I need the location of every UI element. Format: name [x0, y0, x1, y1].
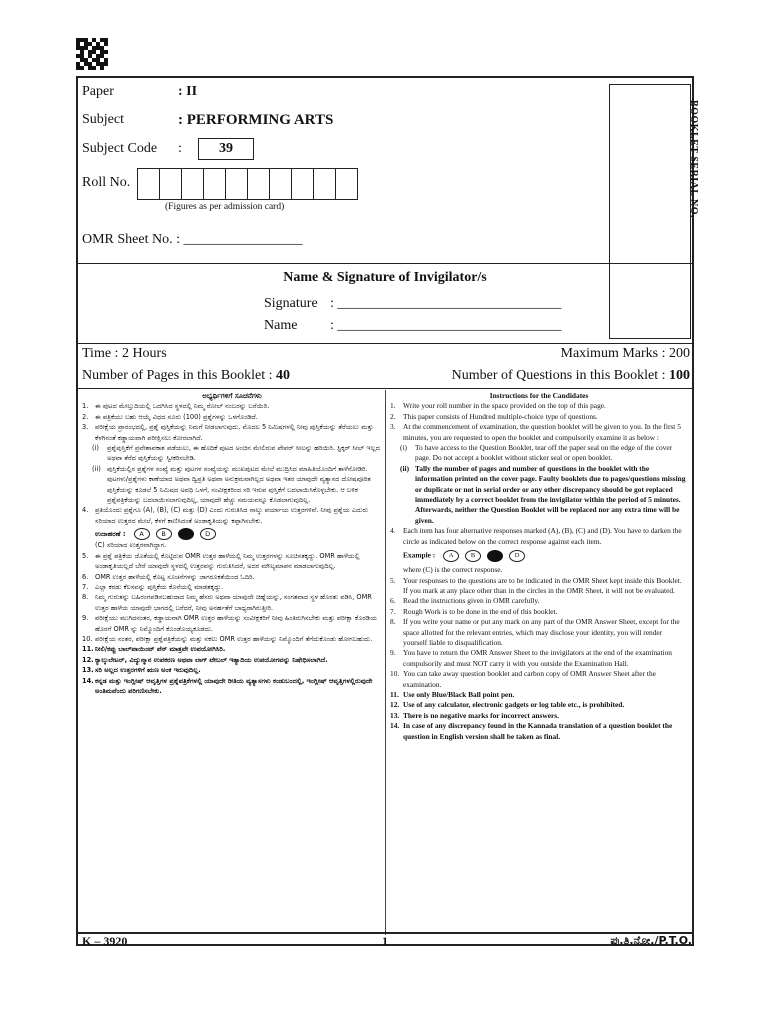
omr-sheet-number[interactable]: OMR Sheet No. : _________________ [82, 232, 303, 247]
instruction-text: OMR ಉತ್ತರ ಹಾಳೆಯಲ್ಲಿ ಕೊಟ್ಟ ಸೂಚನೆಗಳನ್ನು ಜಾಗರೂಕತೆಯಿಂದ ಓದಿರಿ. [95, 572, 255, 581]
instruction-item [82, 551, 382, 572]
subject-code-box: 39 [198, 138, 254, 160]
instruction-text: ಈ ಪ್ರಶ್ನೆ ಪತ್ರಿಕೆಯ ಜೊತೆಯಲ್ಲಿ ಕೊಟ್ಟಿರುವ OMR ಉತ್ತರ ಹಾಳೆಯಲ್ಲಿ ನಿಮ್ಮ ಉತ್ತರಗಳನ್ನು ಸೂಚಿಸತಕ್ಕದ್ದು. OMR ಹಾಳೆಯಲ್ಲಿ ಅಂಡಾಕೃತಿಯಲ್ಲದೆ ಬೇರೆ ಯಾವುದೇ ಸ್ಥಳದಲ್ಲಿ ಉತ್ತರವನ್ನು ಗುರುತಿಸಿದರೆ, ಅದರ ಮೌಲ್ಯಮಾಪನ ಮಾಡಲಾಗುವುದಿಲ್ಲ. [95, 551, 360, 571]
signature-label: Signature [264, 296, 318, 311]
roll-digit-box[interactable] [335, 168, 358, 200]
instruction-text: This paper consists of Hundred multiple-choice type of questions. [403, 411, 598, 421]
invigilator-title: Name & Signature of Invigilator/s [283, 270, 487, 285]
instruction-item [390, 617, 688, 648]
instruction-text: To have access to the Question Booklet, tear off the paper seal on the edge of the cover page. Do not accept a booklet without sticker seal or open booklet. [415, 443, 673, 463]
roll-digit-box[interactable] [159, 168, 182, 200]
instruction-text: At the commencement of examination, the question booklet will be given to you. In the first 5 minutes, you are requested to open the booklet and compulsorily examine it as below : [403, 422, 681, 442]
english-list [390, 401, 688, 547]
instruction-item [82, 464, 382, 506]
instruction-item [82, 592, 382, 613]
booklet-serial-box [609, 84, 691, 339]
english-example-label: Example : [403, 550, 436, 560]
instruction-text: If you write your name or put any mark on any part of the OMR Answer Sheet, except for the space allotted for the relevant entries, which may disclose your identity, you will render yourself liable to disqualification. [403, 617, 680, 647]
roll-no-note: (Figures as per admission card) [165, 202, 285, 212]
instruction-item [82, 644, 382, 654]
bubble-b: B [156, 528, 172, 540]
instruction-number: 3. [390, 422, 396, 432]
instruction-text: Use only Blue/Black Ball point pen. [403, 689, 515, 699]
instruction-number: 10. [390, 669, 400, 679]
instruction-item [390, 576, 688, 597]
instruction-number: 12. [390, 700, 400, 710]
instruction-item [390, 711, 688, 721]
instruction-item [390, 464, 688, 526]
qr-code [76, 38, 108, 70]
instruction-item [82, 665, 382, 675]
instruction-number: (ii) [400, 463, 410, 473]
bubble-b: B [465, 550, 481, 562]
instruction-number: 6. [390, 596, 396, 606]
subject-code-row [82, 141, 182, 157]
instruction-text: ಈ ಪತ್ರಿಕೆಯು ಬಹು ಆಯ್ಕೆ ವಿಧದ ನೂರು (100) ಪ್ರಶ್ನೆಗಳನ್ನು ಒಳಗೊಂಡಿದೆ. [95, 412, 258, 421]
roll-digit-box[interactable] [181, 168, 204, 200]
instruction-item [82, 401, 382, 411]
instruction-text: Each item has four alternative responses marked (A), (B), (C) and (D). You have to darken the circle as indicated below on the correct response against each item. [403, 526, 682, 546]
questions-value: 100 [669, 368, 690, 383]
name-label: Name [264, 318, 298, 333]
instruction-number: 1. [390, 401, 396, 411]
bubble-d: D [509, 550, 525, 562]
divider [78, 263, 692, 264]
english-example-note: where (C) is the correct response. [403, 565, 503, 575]
instruction-item [82, 443, 382, 464]
pages-count [82, 368, 290, 384]
instruction-text: ನೀಲಿ/ಕಪ್ಪು ಬಾಲ್‌ಪಾಯಿಂಟ್ ಪೆನ್ ಮಾತ್ರವೇ ಉಪಯೋಗಿಸಿರಿ. [95, 645, 226, 654]
instruction-text: Read the instructions given in OMR carefully. [403, 596, 540, 606]
instruction-number: 8. [82, 593, 89, 602]
instruction-text: Your responses to the questions are to be indicated in the OMR Sheet kept inside this Booklet. If you mark at any place other than in the circles in the OMR Sheet, it will not be evaluated. [403, 575, 682, 595]
kannada-list [82, 401, 382, 526]
kannada-instructions-title: ಅಭ್ಯರ್ಥಿಗಳಿಗೆ ಸೂಚನೆಗಳು [202, 392, 262, 400]
kannada-answer-bubbles [134, 528, 216, 540]
booklet-serial-label: BOOKLET SERIAL NO. [688, 100, 699, 219]
instruction-text: ಎಲ್ಲಾ ಕರಡು ಕೆಲಸವನ್ನು ಪುಸ್ತಿಕೆಯ ಕೊನೆಯಲ್ಲಿ ಮಾಡತಕ್ಕದ್ದು. [95, 582, 224, 591]
column-divider [385, 390, 386, 935]
english-instructions [390, 391, 688, 742]
roll-no-boxes[interactable] [138, 168, 358, 200]
kannada-instructions [82, 391, 382, 696]
instruction-number: 8. [390, 617, 396, 627]
instruction-number: 9. [390, 648, 396, 658]
instruction-text: In case of any discrepancy found in the Kannada translation of a question booklet the question in English version shall be taken as final. [403, 721, 673, 741]
instruction-text: You have to return the OMR Answer Sheet to the invigilators at the end of the examination compulsorily and must NOT carry it with you outside the Examination Hall. [403, 648, 672, 668]
roll-no-label: Roll No. [82, 175, 131, 190]
instruction-text: ಸರಿ ಅಲ್ಲದ ಉತ್ತರಗಳಿಗೆ ಋಣ ಅಂಕ ಇರುವುದಿಲ್ಲ. [95, 666, 201, 675]
maximum-marks: Maximum Marks : 200 [560, 346, 690, 361]
subject-value: : PERFORMING ARTS [178, 112, 334, 128]
bubble-a: A [134, 528, 150, 540]
kannada-example-label: ಉದಾಹರಣೆ : [95, 530, 126, 539]
instruction-text: ಕನ್ನಡ ಮತ್ತು ಇಂಗ್ಲೀಷ್ ಆವೃತ್ತಿಗಳ ಪ್ರಶ್ನೆಪತ್ರಿಕೆಗಳಲ್ಲಿ ಯಾವುದೇ ರೀತಿಯ ವ್ಯತ್ಯಾಸಗಳು ಕಂಡುಬಂದಲ್ಲಿ, ಇಂಗ್ಲೀಷ್ ಆವೃತ್ತಿಗಳಲ್ಲಿರುವುದೇ ಅಂತಿಮವೆಂದು ಪರಿಗಣಿಸಬೇಕು. [95, 676, 373, 695]
divider [78, 343, 692, 344]
instruction-item [390, 721, 688, 742]
instruction-text: Tally the number of pages and number of questions in the booklet with the information printed on the cover page. Faulty booklets due to pages/questions missing or duplicate or not in serial order or any other discrepancy should be got replaced immediately by a correct booklet from the invigilator within the period of 5 minutes. Afterwards, neither the Question Booklet will be replaced nor any extra time will be given. [415, 463, 686, 525]
pages-label: Number of Pages in this Booklet : [82, 368, 277, 383]
instruction-item [82, 613, 382, 634]
divider [78, 388, 692, 389]
english-instructions-title: Instructions for the Candidates [489, 391, 589, 400]
subject-row [82, 112, 334, 128]
please-turn-over: ಪು.ತಿ.ನೋ./P.T.O. [610, 934, 692, 947]
instruction-number: 6. [82, 572, 89, 581]
instruction-item [82, 634, 382, 644]
subject-code-colon: : [178, 141, 182, 156]
instruction-number: 4. [82, 506, 89, 515]
instruction-number: 9. [82, 614, 89, 623]
subject-label: Subject [82, 112, 124, 127]
roll-digit-box[interactable] [203, 168, 226, 200]
instruction-item [82, 655, 382, 665]
questions-count [452, 368, 690, 384]
instruction-number: 12. [82, 655, 94, 664]
kannada-example-note: (C) ಸರಿಯಾದ ಉತ್ತರವಾಗಿದ್ದಾಗ. [95, 541, 167, 550]
questions-label: Number of Questions in this Booklet : [451, 368, 669, 383]
instruction-item [390, 401, 688, 411]
subject-code-label: Subject Code [82, 141, 158, 156]
roll-digit-box[interactable] [313, 168, 336, 200]
instruction-text: ಪ್ರಶ್ನೆಪುಸ್ತಿಕೆಗೆ ಪ್ರವೇಶಾವಕಾಶ ಪಡೆಯಲು, ಈ ಹೊದಿಕೆ ಪುಟದ ಅಂಚಿನ ಮೇಲಿರುವ ಪೇಪರ್ ಸೀಲನ್ನು ಹರಿಯಿರಿ. ಸ್ಟಿಕ್ಕರ್ ಸೀಲ್ ಇಲ್ಲದ ಅಥವಾ ತೆರೆದ ಪುಸ್ತಿಕೆಯನ್ನು ಸ್ವೀಕರಿಸಬೇಡಿ. [107, 444, 380, 463]
instruction-item [82, 572, 382, 582]
instruction-number: 13. [82, 666, 94, 675]
instruction-number: 11. [390, 689, 399, 699]
roll-digit-box[interactable] [269, 168, 292, 200]
instruction-text: ನಿಮ್ಮ ಗುರುತನ್ನು ಬಹಿರಂಗಪಡಿಸಬಹುದಾದ ನಿಮ್ಮ ಹೆಸರು ಅಥವಾ ಯಾವುದೇ ಚಿಹ್ನೆಯನ್ನು, ಸಂಗತವಾದ ಸ್ಥಳ ಹೊರತು ಪಡಿಸಿ, OMR ಉತ್ತರ ಹಾಳೆಯ ಯಾವುದೇ ಭಾಗದಲ್ಲಿ ಬರೆದರೆ, ನೀವು ಅನರ್ಹತೆಗೆ ಬಾಧ್ಯರಾಗಿರುತ್ತೀರಿ. [95, 593, 372, 612]
instruction-item [390, 669, 688, 690]
bubble-c-filled [487, 550, 503, 562]
instruction-text: There is no negative marks for incorrect answers. [403, 710, 560, 720]
instruction-text: ಪುಸ್ತಿಕೆಯಲ್ಲಿನ ಪ್ರಶ್ನೆಗಳ ಸಂಖ್ಯೆ ಮತ್ತು ಪುಟಗಳ ಸಂಖ್ಯೆಯನ್ನು ಮುಖಪುಟದ ಮೇಲೆ ಮುದ್ರಿಸಿದ ಮಾಹಿತಿಯೊಂದಿಗೆ ತಾಳೆನೋಡಿರಿ. ಪುಟಗಳು/ಪ್ರಶ್ನೆಗಳು ಕಾಣೆಯಾದ ಅಥವಾ ದ್ವಿಪ್ರತಿ ಅಥವಾ ಅನುಕ್ರಮವಾಗಿಲ್ಲದ ಅಥವಾ ಇತರ ಯಾವುದೇ ವ್ಯತ್ಯಾಸದ ದೋಷಪೂರಿತ ಪುಸ್ತಿಕೆಯನ್ನು ಕೂಡಲೆ 5 ನಿಮಿಷದ ಅವಧಿ ಒಳಗೆ, ಸಂವೀಕ್ಷಕರಿಂದ ಸರಿ ಇರುವ ಪುಸ್ತಿಕೆಗೆ ಬದಲಾಯಿಸಿಕೊಳ್ಳಬೇಕು. ಆ ಬಳಿಕ ಪ್ರಶ್ನೆಪತ್ರಿಕೆಯನ್ನು ಬದಲಾಯಿಸಲಾಗುವುದಿಲ್ಲ, ಯಾವುದೇ ಹೆಚ್ಚು ಸಮಯವನ್ನೂ ಕೊಡಲಾಗುವುದಿಲ್ಲ. [107, 464, 371, 505]
instruction-text: ಪ್ರತಿಯೊಂದು ಪ್ರಶ್ನೆಗೂ (A), (B), (C) ಮತ್ತು (D) ಎಂದು ಗುರುತಿಸಿದ ನಾಲ್ಕು ಪರ್ಯಾಯ ಉತ್ತರಗಳಿವೆ. ನೀವು ಪ್ರಶ್ನೆಯ ಎದುರು ಸರಿಯಾದ ಉತ್ತರದ ಮೇಲೆ, ಕೆಳಗೆ ಕಾಣಿಸಿದಂತೆ ಅಂಡಾಕೃತಿಯನ್ನು ಕಪ್ಪಾಗಿಸಬೇಕು. [95, 506, 369, 525]
booklet-code: K – 3920 [82, 934, 128, 948]
instruction-text: ಪರೀಕ್ಷೆಯ ಪ್ರಾರಂಭದಲ್ಲಿ, ಪ್ರಶ್ನೆ ಪುಸ್ತಿಕೆಯನ್ನು ನಿಮಗೆ ನೀಡಲಾಗುವುದು. ಮೊದಲ 5 ನಿಮಿಷಗಳಲ್ಲಿ ನೀವು ಪುಸ್ತಿಕೆಯನ್ನು ತೆರೆಯಲು ಮತ್ತು ಕೆಳಗಿನಂತೆ ಕಡ್ಡಾಯವಾಗಿ ಪರೀಕ್ಷಿಸಲು ಕೋರಲಾಗಿದೆ. [95, 423, 374, 442]
name-line[interactable]: : ________________________________ [330, 318, 562, 333]
instruction-text: Rough Work is to be done in the end of this booklet. [403, 606, 558, 616]
instruction-item [390, 607, 688, 617]
page-number: 1 [382, 934, 388, 948]
instruction-item [390, 526, 688, 547]
signature-line[interactable]: : ________________________________ [330, 296, 562, 311]
paper-label: Paper [82, 84, 114, 99]
instruction-item [390, 412, 688, 422]
instruction-number: 2. [82, 412, 89, 421]
instruction-number: (ii) [92, 464, 101, 473]
instruction-number: 5. [390, 575, 396, 585]
paper-row [82, 84, 198, 100]
instruction-text: Use of any calculator, electronic gadgets or log table etc., is prohibited. [403, 700, 625, 710]
instruction-text: You can take away question booklet and carbon copy of OMR Answer Sheet after the examination. [403, 669, 656, 689]
instruction-item [390, 422, 688, 443]
instruction-number: (i) [400, 443, 407, 453]
bubble-a: A [443, 550, 459, 562]
instruction-item [390, 648, 688, 669]
kannada-list [82, 551, 382, 697]
instruction-number: 13. [390, 710, 400, 720]
instruction-item [82, 422, 382, 443]
instruction-item [82, 582, 382, 592]
instruction-number: 10. [82, 634, 93, 643]
instruction-text: Write your roll number in the space provided on the top of this page. [403, 401, 606, 411]
instruction-item [390, 596, 688, 606]
instruction-number: 7. [390, 606, 396, 616]
instruction-text: ಪರೀಕ್ಷೆಯ ನಂತರ, ಪರೀಕ್ಷಾ ಪ್ರಶ್ನೆಪತ್ರಿಕೆಯನ್ನು ಮತ್ತು ನಕಲು OMR ಉತ್ತರ ಹಾಳೆಯನ್ನು ನಿಮ್ಮೊಂದಿಗೆ ತೆಗೆದುಕೊಂಡು ಹೋಗಬಹುದು. [95, 634, 373, 643]
bubble-c-filled [178, 528, 194, 540]
kannada-example [82, 528, 382, 540]
english-answer-bubbles [443, 550, 525, 562]
instruction-number: 3. [82, 423, 89, 432]
pages-value: 40 [276, 368, 291, 383]
instruction-number: (i) [92, 444, 99, 453]
instruction-text: ಈ ಪುಟದ ಮೇಲ್ತುದಿಯಲ್ಲಿ ಒದಗಿಸಿದ ಸ್ಥಳದಲ್ಲಿ ನಿಮ್ಮ ರೋಲ್ ನಂಬರನ್ನು ಬರೆಯಿರಿ. [95, 402, 270, 411]
instruction-number: 1. [82, 402, 89, 411]
instruction-number: 5. [82, 551, 89, 560]
instruction-item [390, 690, 688, 700]
instruction-number: 14. [390, 721, 400, 731]
english-example [390, 550, 688, 562]
instruction-number: 14. [82, 676, 94, 685]
roll-digit-box[interactable] [247, 168, 270, 200]
instruction-item [390, 443, 688, 464]
instruction-item [82, 676, 382, 697]
bubble-d: D [200, 528, 216, 540]
instruction-number: 2. [390, 411, 396, 421]
roll-digit-box[interactable] [137, 168, 160, 200]
instruction-number: 7. [82, 582, 89, 591]
instruction-text: ಕ್ಯಾಲ್ಕುಲೇಟರ್, ವಿದ್ಯುನ್ಮಾನ ಉಪಕರಣ ಅಥವಾ ಲಾಗ್ ಟೇಬಲ್ ಇತ್ಯಾದಿಯ ಉಪಯೋಗವನ್ನು ನಿಷೇಧಿಸಲಾಗಿದೆ. [95, 655, 328, 664]
paper-value: : II [178, 84, 198, 99]
english-list [390, 576, 688, 743]
instruction-number: 4. [390, 526, 396, 536]
time-allowed: Time : 2 Hours [82, 346, 167, 361]
instruction-item [82, 412, 382, 422]
instruction-item [390, 700, 688, 710]
roll-digit-box[interactable] [225, 168, 248, 200]
instruction-item [82, 505, 382, 526]
roll-digit-box[interactable] [291, 168, 314, 200]
instruction-text: ಪರೀಕ್ಷೆಯು ಮುಗಿದನಂತರ, ಕಡ್ಡಾಯವಾಗಿ OMR ಉತ್ತರ ಹಾಳೆಯನ್ನು ಸಂವೀಕ್ಷಕರಿಗೆ ನೀವು ಹಿಂತಿರುಗಿಸಬೇಕು ಮತ್ತು ಪರೀಕ್ಷಾ ಕೊಠಡಿಯ ಹೊರಗೆ OMR ನ್ನು ನಿಮ್ಮೊಂದಿಗೆ ಕೊಂಡೊಯ್ಯಕೂಡದು. [95, 614, 378, 633]
instruction-number: 11. [82, 645, 94, 654]
